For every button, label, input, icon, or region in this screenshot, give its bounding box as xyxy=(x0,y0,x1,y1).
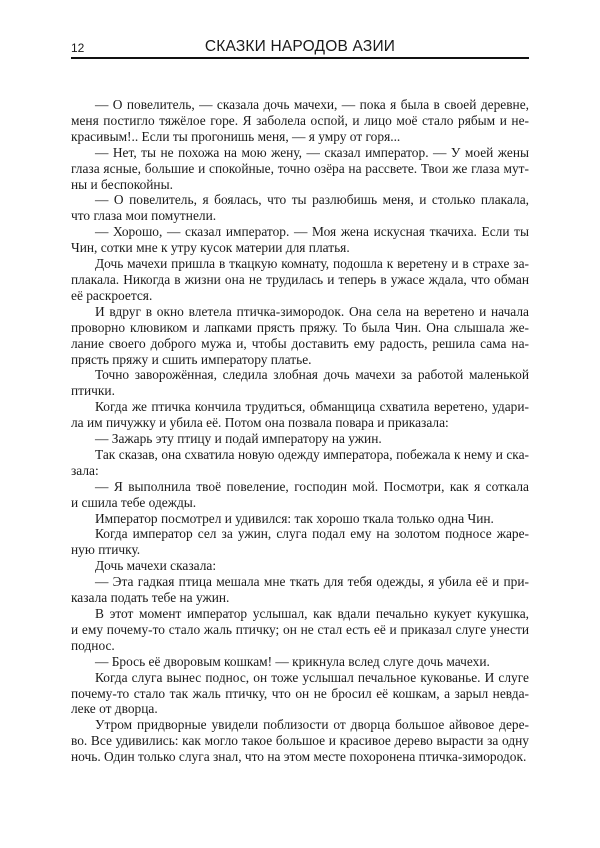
text-line: ны и беспокойны. xyxy=(71,176,173,192)
text-line: и ему почему-то стало жаль птичку; он не стал есть её и приказал слуге унести xyxy=(71,621,529,637)
text-line: ла им пичужку и убила её. Потом она позвала повара и приказала: xyxy=(71,415,449,431)
paragraph xyxy=(71,654,529,670)
page-body-text xyxy=(71,97,529,765)
text-line: что глаза мои помутнели. xyxy=(71,208,217,224)
paragraph xyxy=(71,574,529,606)
text-line: поднос. xyxy=(71,637,115,653)
text-line: Император посмотрел и удивился: так хорошо ткала только одна Чин. xyxy=(95,510,494,526)
text-line: — Нет, ты не похожа на мою жену, — сказал император. — У моей жены xyxy=(95,144,529,160)
text-line: глаза ясные, большие и спокойные, точно озёра на рассвете. Твои же глаза мут- xyxy=(71,160,529,176)
text-line: И вдруг в окно влетела птичка-зимородок. Она села на веретено и начала xyxy=(95,303,529,319)
text-line: — Хорошо, — сказал император. — Моя жена искусная ткачиха. Если ты xyxy=(95,224,529,240)
paragraph xyxy=(71,256,529,304)
text-line: — Я выполнила твоё повеление, господин мой. Посмотри, как я соткала xyxy=(95,478,529,494)
text-line: — Зажарь эту птицу и подай императору на ужин. xyxy=(95,431,382,447)
text-line: леке от дворца. xyxy=(71,701,158,717)
paragraph xyxy=(71,145,529,193)
text-line: лание своего доброго мужа и, чтобы доставить ему радость, решила сама на- xyxy=(71,335,529,351)
text-line: ночь. Один только слуга знал, что на этом месте похоронена птичка-зимородок. xyxy=(71,749,527,765)
text-line: — Эта гадкая птица мешала мне ткать для тебя одежды, я убила её и при- xyxy=(95,574,529,590)
text-line: Когда слуга вынес поднос, он тоже услышал печальное кукованье. И слуге xyxy=(95,669,529,685)
text-line: зала: xyxy=(71,462,99,478)
paragraph xyxy=(71,367,529,399)
text-line: Дочь мачехи пришла в ткацкую комнату, подошла к веретену и в страхе за- xyxy=(95,256,529,272)
paragraph xyxy=(71,670,529,718)
text-line: меня постигло тяжёлое горе. Я заболела оспой, и лицо моё стало рябым и не- xyxy=(71,112,529,128)
text-line: Утром придворные увидели поблизости от дворца большое айвовое дере- xyxy=(95,717,529,733)
paragraph xyxy=(71,447,529,479)
text-line: и сшила тебе одежды. xyxy=(71,494,197,510)
text-line: плакала. Никогда в жизни она не трудилась и теперь в ужасе ждала, что обман xyxy=(71,271,529,287)
text-line: во. Все удивились: как могло такое большое и красивое дерево вырасти за одну xyxy=(71,733,529,749)
paragraph xyxy=(71,526,529,558)
text-line: проворно клювиком и лапками прясть пряжу. То была Чин. Она слышала же- xyxy=(71,319,529,335)
paragraph xyxy=(71,97,529,145)
text-line: ную птичку. xyxy=(71,542,141,558)
text-line: — О повелитель, — сказала дочь мачехи, — пока я была в своей деревне, xyxy=(95,97,529,112)
text-line: Когда же птичка кончила трудиться, обманщица схватила веретено, удари- xyxy=(95,399,529,415)
text-line: Точно заворожённая, следила злобная дочь мачехи за работой маленькой xyxy=(95,367,529,383)
paragraph xyxy=(71,717,529,765)
paragraph xyxy=(71,558,529,574)
text-line: Так сказав, она схватила новую одежду императора, побежала к нему и ска- xyxy=(95,446,529,462)
text-line: почему-то стало так жаль птичку, что он не бросил её кошкам, а зарыл невда- xyxy=(71,685,529,701)
paragraph xyxy=(71,304,529,368)
text-line: — Брось её дворовым кошкам! — крикнула вслед слуге дочь мачехи. xyxy=(95,653,490,669)
paragraph xyxy=(71,511,529,527)
text-line: Чин, сотки мне к утру кусок материи для платья. xyxy=(71,240,350,256)
paragraph xyxy=(71,606,529,654)
text-line: Когда император сел за ужин, слуга подал ему на золотом подносе жаре- xyxy=(95,526,529,542)
text-line: красивым!.. Если ты прогонишь меня, — я умру от горя... xyxy=(71,128,401,144)
paragraph xyxy=(71,192,529,224)
page-number: 12 xyxy=(71,41,85,55)
paragraph xyxy=(71,224,529,256)
paragraph xyxy=(71,399,529,431)
paragraph xyxy=(71,479,529,511)
text-line: Дочь мачехи сказала: xyxy=(95,558,217,574)
text-line: птички. xyxy=(71,383,115,399)
paragraph xyxy=(71,431,529,447)
text-line: прясть пряжу и сшить императору платье. xyxy=(71,351,312,367)
running-header xyxy=(71,38,529,58)
running-title: СКАЗКИ НАРОДОВ АЗИИ xyxy=(204,38,396,55)
text-line: её раскроется. xyxy=(71,287,153,303)
text-line: казала подать тебе на ужин. xyxy=(71,590,230,606)
text-line: — О повелитель, я боялась, что ты разлюбишь меня, и столько плакала, xyxy=(95,192,529,208)
text-line: В этот момент император услышал, как вдали печально кукует кукушка, xyxy=(95,606,529,621)
header-rule xyxy=(71,57,529,59)
